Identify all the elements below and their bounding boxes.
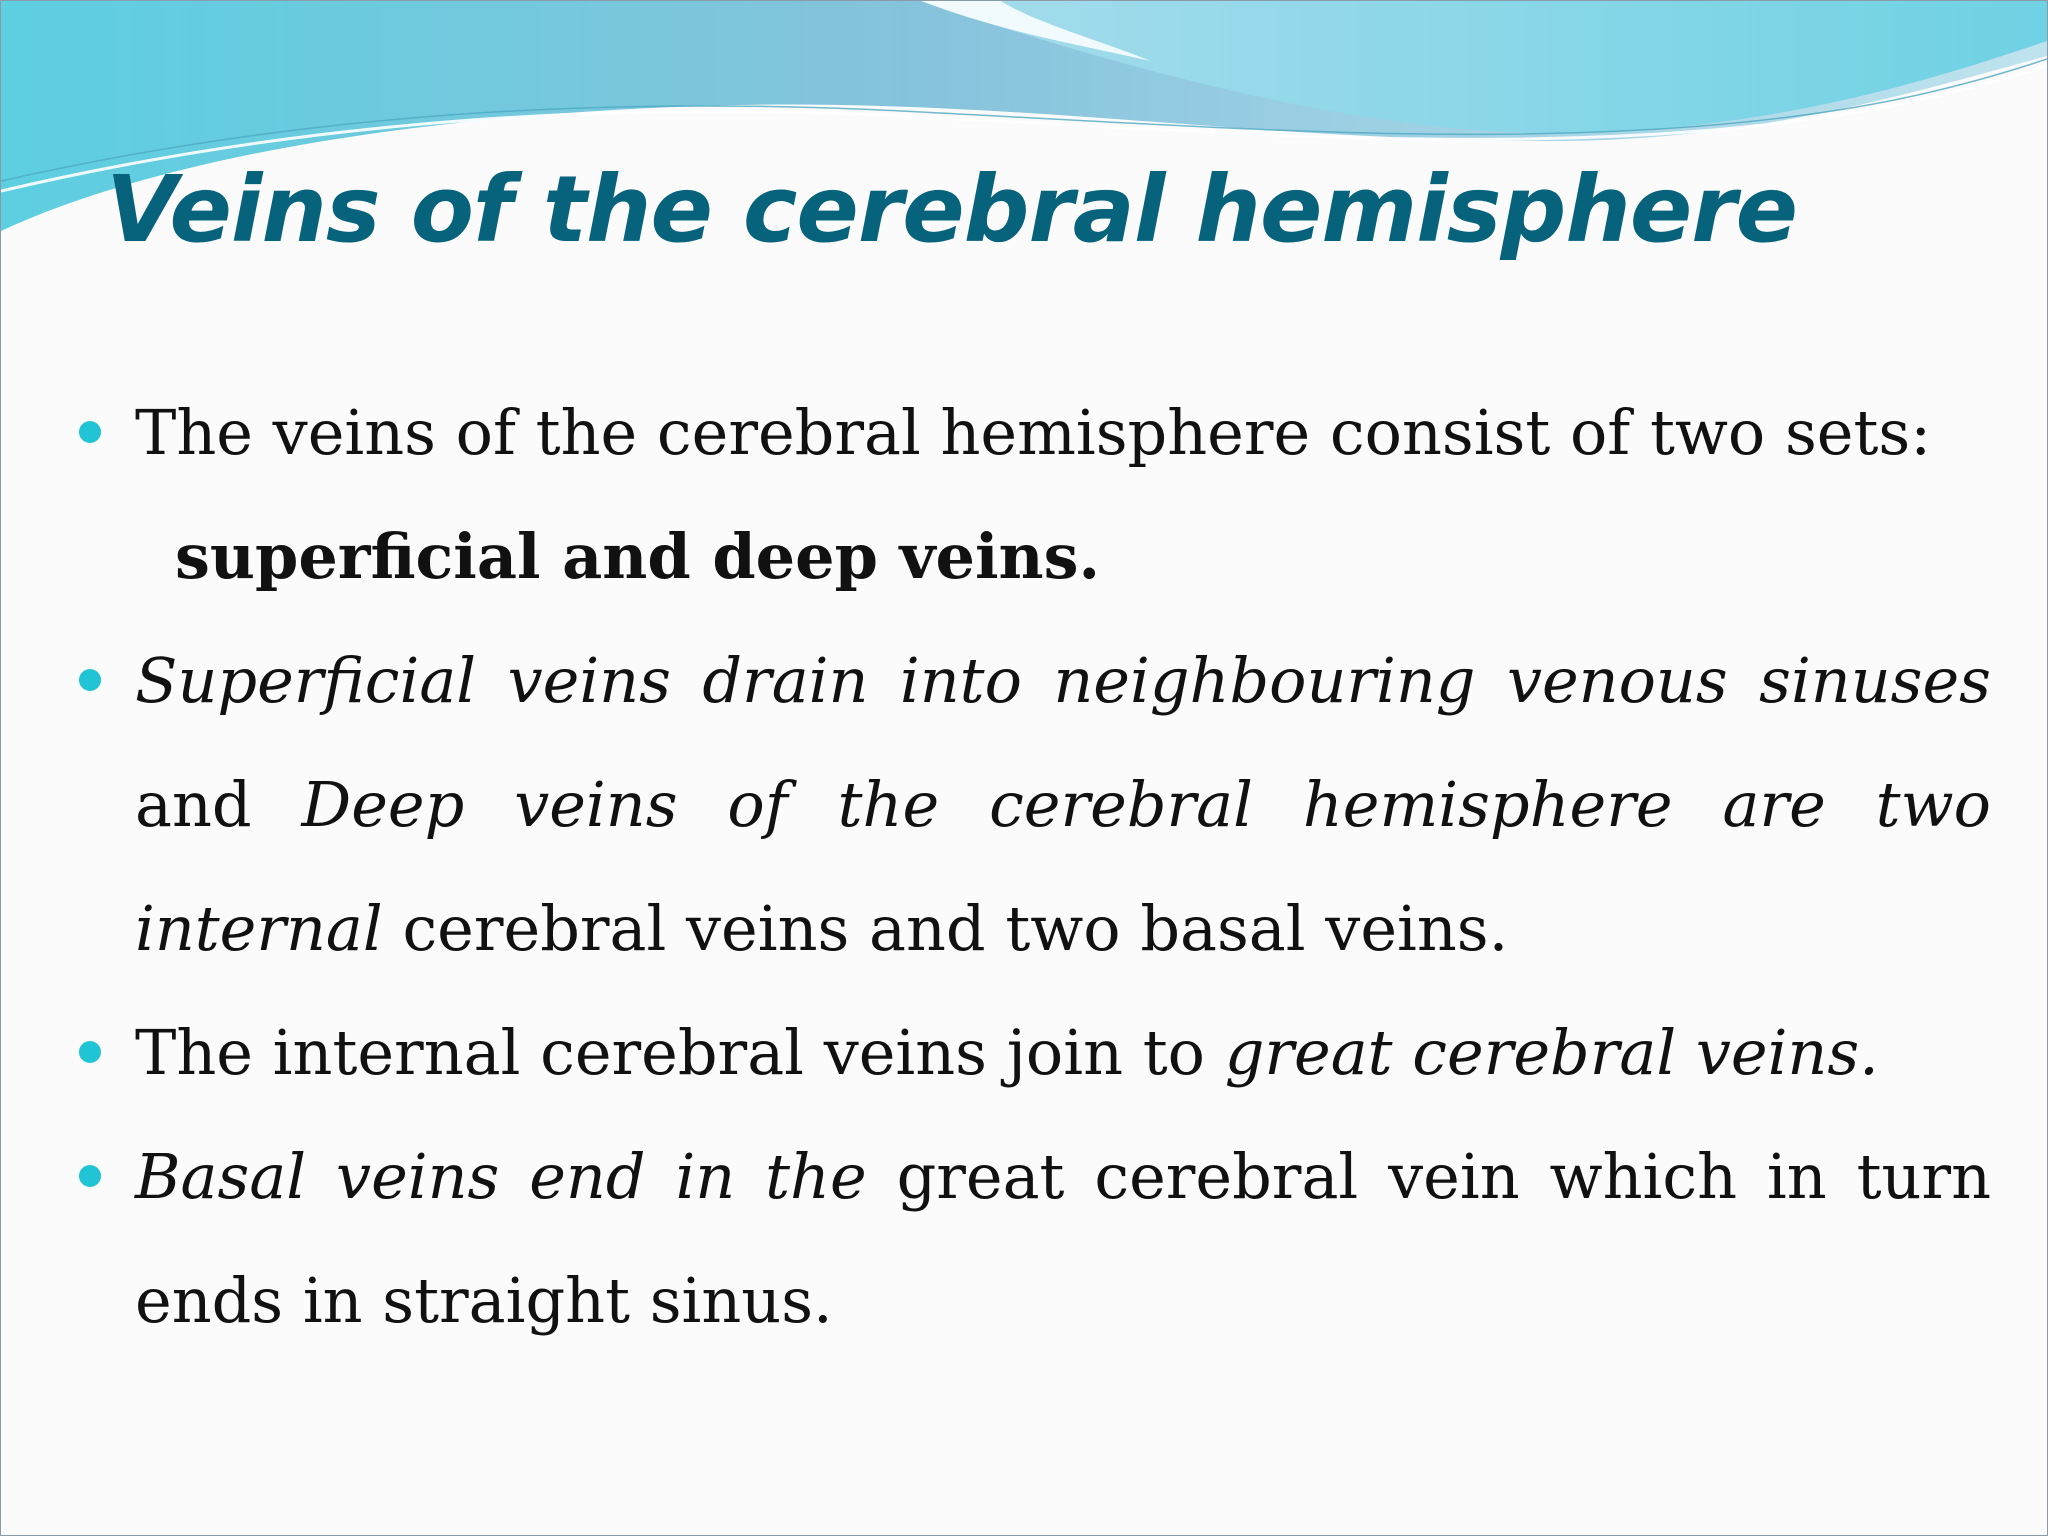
bullet-dot-icon: [79, 1041, 101, 1063]
bullet-text: and: [135, 768, 252, 841]
list-item: [135, 991, 1991, 1115]
page-title: Veins of the cerebral hemisphere: [106, 156, 1798, 263]
bullet-text: cerebral veins and two basal veins.: [402, 892, 1509, 965]
bullet-subtext: superficial and deep veins.: [175, 520, 1101, 593]
list-item: [135, 1115, 1991, 1363]
bullet-dot-icon: [79, 669, 101, 691]
bullet-list: [135, 371, 1991, 1363]
bullet-text: great cerebral vein which in turn ends in straight sinus.: [135, 1140, 1991, 1337]
bullet-text-italic: great cerebral veins.: [1224, 1016, 1879, 1089]
bullet-text-italic: Deep veins of the cerebral hemisphere are two internal: [135, 768, 1991, 965]
bullet-dot-icon: [79, 1165, 101, 1187]
bullet-text: The internal cerebral veins join to: [135, 1016, 1205, 1089]
bullet-text-italic: Basal veins end in the: [135, 1140, 867, 1213]
bullet-text: The veins of the cerebral hemisphere consist of two sets:: [135, 396, 1932, 469]
list-item: [135, 371, 1991, 619]
bullet-text-italic: Superficial veins drain into neighbouring venous sinuses: [135, 644, 1991, 717]
bullet-dot-icon: [79, 421, 101, 443]
list-item: [135, 619, 1991, 991]
